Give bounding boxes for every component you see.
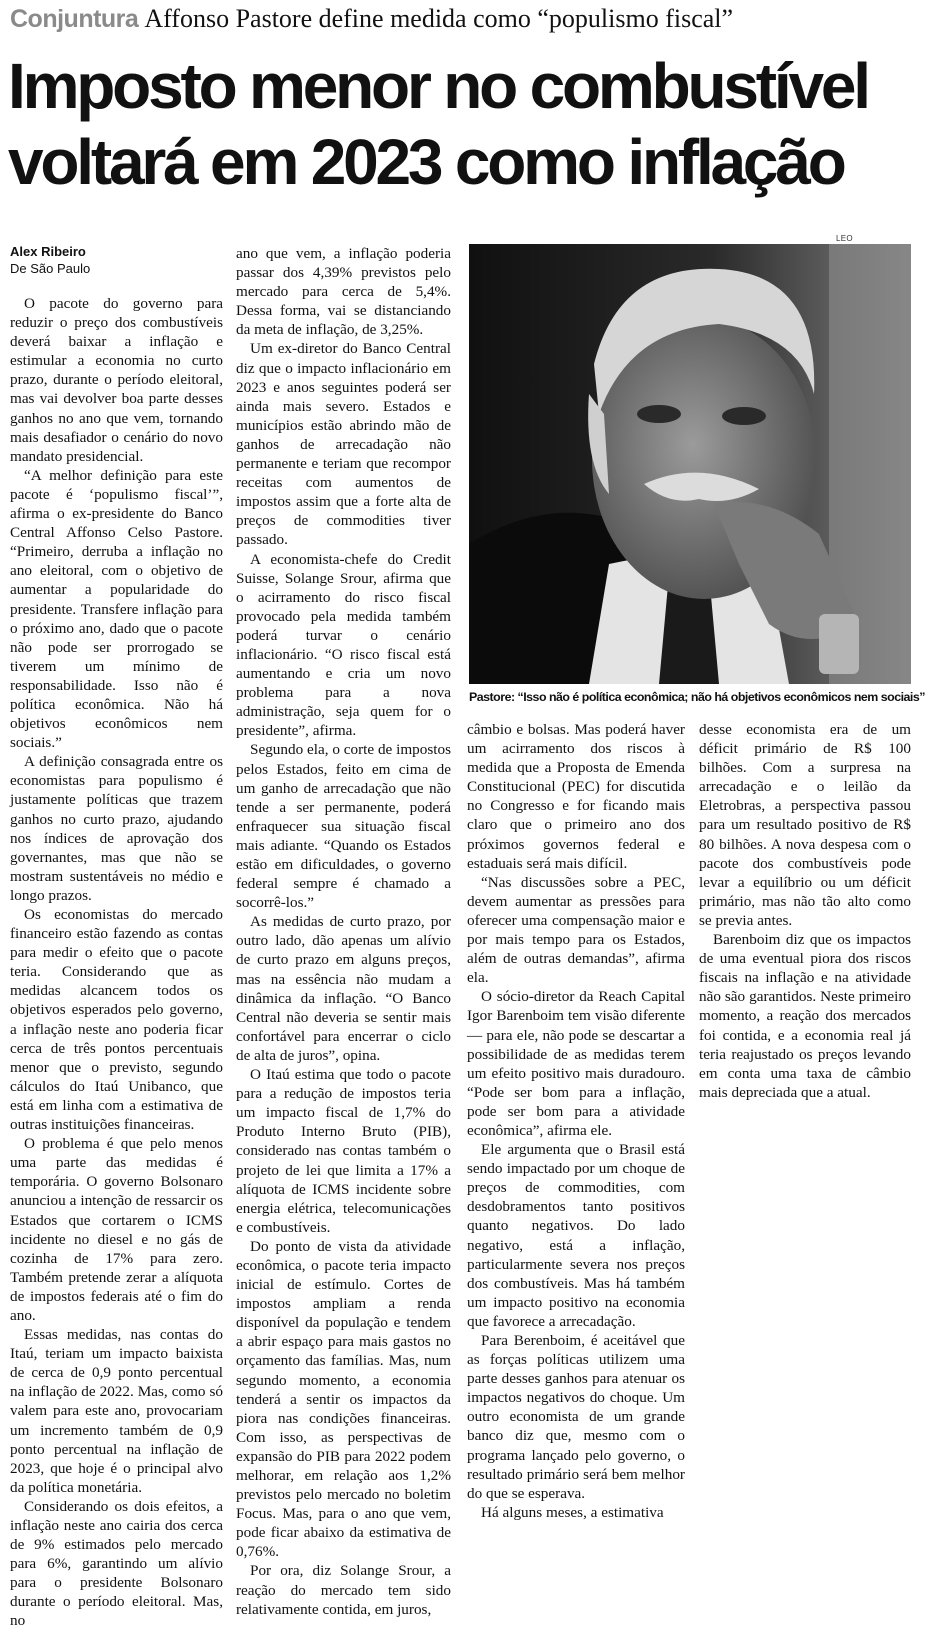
paragraph: Ele argumenta que o Brasil está sendo impactado por um choque de preços de commodities, com desdobramentos tanto positivos quanto negativos. Do lado negativo, está a inflação, particularmente severa nos preços dos combustíveis. Mas há também um impacto positivo na economia que favorece a arrecadação. [467, 1141, 685, 1330]
paragraph: Por ora, diz Solange Srour, a reação do mercado tem sido relativamente contida, em juros, [236, 1562, 451, 1618]
paragraph: câmbio e bolsas. Mas poderá haver um acirramento dos riscos à medida que a Proposta de Emenda Constitucional (PEC) for discutida no Congresso e for ficando mais claro que o primeiro ano dos próximos governos federal e estaduais será mais difícil. [467, 721, 685, 872]
photo-caption: Pastore: “Isso não é política econômica; não há objetivos econômicos nem sociais” [469, 690, 925, 704]
paragraph: O problema é que pelo menos uma parte das medidas é temporária. O governo Bolsonaro anunciou a intenção de ressarcir os Estados que cortarem o ICMS incidente no diesel e no gás de cozinha de 17% para zero. Também pretende zerar a alíquota de impostos federais até o fim do ano. [10, 1135, 223, 1324]
kicker-subtitle: Affonso Pastore define medida como “populismo fiscal” [144, 4, 734, 33]
paragraph: Há alguns meses, a estimativa [481, 1503, 664, 1521]
paragraph: “Nas discussões sobre a PEC, devem aumentar as pressões para oferecer uma compensação maior e por mais tempo para os Estados, além de outras demandas”, afirma ela. [467, 873, 685, 987]
paragraph: Os economistas do mercado financeiro estão fazendo as contas para medir o efeito que o pacote teria. Considerando que as medidas alcancem todos os objetivos esperados pelo governo, a inflação neste ano poderia ficar cerca de três pontos percentuais menor que o previsto, segundo cálculos do Itaú Unibanco, que está em linha com a estimativa de outras instituições financeiras. [10, 906, 223, 1134]
paragraph: O sócio-diretor da Reach Capital Igor Barenboim tem visão diferente — para ele, não pode se descartar a possibilidade de as medidas terem um efeito positivo mais duradouro. “Pode ser bom para a inflação, pode ser bom para a atividade econômica”, afirma ele. [467, 988, 685, 1139]
article-column-3 [467, 720, 685, 1521]
byline-author: Alex Ribeiro [10, 244, 86, 259]
headline-line-2: voltará em 2023 como inflação [8, 126, 844, 198]
article-column-4 [699, 720, 911, 1101]
paragraph: ano que vem, a inflação poderia passar dos 4,39% previstos pelo mercado para cerca de 5,4%. Dessa forma, vai se distanciando da meta de inflação, de 3,25%. [236, 245, 451, 339]
byline-location: De São Paulo [10, 261, 91, 276]
paragraph: A definição consagrada entre os economistas para populismo é justamente políticas que trazem ganhos no curto prazo, ajudando nos índices de aprovação dos governantes, mas que não se mostram sustentáveis no médio e longo prazos. [10, 753, 223, 904]
photo-credit: LEO [836, 234, 853, 243]
paragraph: O Itaú estima que todo o pacote para a redução de impostos teria um impacto fiscal de 1,7% do Produto Interno Bruto (PIB), considerado nas contas também o projeto de lei que limita a 17% a alíquota de ICMS incidente sobre energia elétrica, telecomunicações e combustíveis. [236, 1066, 451, 1236]
portrait-photo [469, 244, 911, 684]
paragraph: Do ponto de vista da atividade econômica, o pacote teria impacto inicial de estímulo. Cortes de impostos ampliam a renda disponível da população e tendem a abrir espaço para mais gastos no orçamento das famílias. Mas, num segundo momento, a economia tenderá a sentir os impactos da piora nas condições financeiras. Com isso, as perspectivas de expansão do PIB para 2022 podem melhorar, em relação aos 1,2% previstos pelo mercado no boletim Focus. Mas, para o ano que vem, pode ficar abaixo da estimativa de 0,76%. [236, 1237, 451, 1561]
paragraph: Para Berenboim, é aceitável que as forças políticas utilizem uma parte desses ganhos para atenuar os impactos negativos do choque. Um outro economista de um grande banco diz que, mesmo com o programa lançado pelo governo, o resultado primário será bem melhor do que se esperava. [467, 1332, 685, 1502]
paragraph: Considerando os dois efeitos, a inflação neste ano cairia dos cerca de 9% estimados pelo mercado para 6%, garantindo um alívio para o presidente Bolsonaro durante o período eleitoral. Mas, no [10, 1497, 223, 1630]
paragraph: “A melhor definição para este pacote é ‘populismo fiscal’”, afirma o ex-presidente do Banco Central Affonso Celso Pastore. “Primeiro, derruba a inflação no ano eleitoral, com o objetivo de aumentar a popularidade do presidente. Transfere inflação para o próximo ano, dado que o pacote não pode ser prorrogado se tiverem um mínimo de responsabilidade. Isso não é política econômica. Não há objetivos econômicos nem sociais.” [10, 466, 223, 752]
paragraph: Barenboim diz que os impactos de uma eventual piora dos riscos fiscais na inflação e na atividade não são garantidos. Neste primeiro momento, a reação dos mercados foi contida, e a economia real já teria reajustado os preços levando em conta uma taxa de câmbio mais depreciada que a atual. [699, 931, 911, 1101]
paragraph: Essas medidas, nas contas do Itaú, teriam um impacto baixista de cerca de 0,9 ponto percentual na inflação de 2022. Mas, como só valem para este ano, provocariam um incremento também de 0,9 ponto percentual na inflação de 2023, que hoje é o principal alvo da política monetária. [10, 1326, 223, 1496]
paragraph: A economista-chefe do Credit Suisse, Solange Srour, afirma que o acirramento do risco fiscal provocado pela medida também poderá turvar o cenário inflacionário. “O risco fiscal está aumentando e cria um novo problema para a nova administração, seja quem for o presidente”, afirma. [236, 550, 451, 740]
paragraph: desse economista era de um déficit primário de R$ 100 bilhões. Com a surpresa na arrecadação e o leilão da Eletrobras, a perspectiva passou para um resultado positivo de R$ 80 bilhões. A nova despesa com o pacote dos combustíveis pode levar a equilíbrio ou um déficit primário, mas não tão alto como se previa antes. [699, 721, 911, 929]
portrait-illustration [469, 244, 911, 684]
section-label: Conjuntura [10, 5, 139, 33]
paragraph: Um ex-diretor do Banco Central diz que o impacto inflacionário em 2023 e anos seguintes poderá ser ainda mais severo. Estados e municípios estão abrindo mão de ganhos de arrecadação não permanente e teriam que recompor receitas com aumentos de impostos assim que a forte alta de preços de commodities tiver passado. [236, 340, 451, 549]
headline [8, 48, 913, 200]
article-column-1 [10, 294, 223, 1630]
paragraph: O pacote do governo para reduzir o preço dos combustíveis deverá baixar a inflação e estimular a economia no curto prazo, durante o período eleitoral, mas vai devolver boa parte desses ganhos no ano que vem, tornando mais desafiador o cenário do novo mandato presidencial. [10, 295, 223, 465]
byline [10, 244, 90, 276]
paragraph: As medidas de curto prazo, por outro lado, dão apenas um alívio de curto prazo em alguns preços, mas na essência não mudam a dinâmica da inflação. “O Banco Central não deveria se sentir mais confortável para encerrar o ciclo de alta de juros”, opina. [236, 913, 451, 1064]
headline-line-1: Imposto menor no combustível [8, 50, 868, 122]
paragraph: Segundo ela, o corte de impostos pelos Estados, feito em cima de um ganho de arrecadação que não tende a ser permanente, poderá enfraquecer sua situação fiscal mais adiante. “Quando os Estados estão em dificuldades, o governo federal sempre é chamado a socorrê-los.” [236, 741, 451, 912]
article-kicker [10, 4, 915, 44]
article-column-2 [236, 244, 451, 1618]
